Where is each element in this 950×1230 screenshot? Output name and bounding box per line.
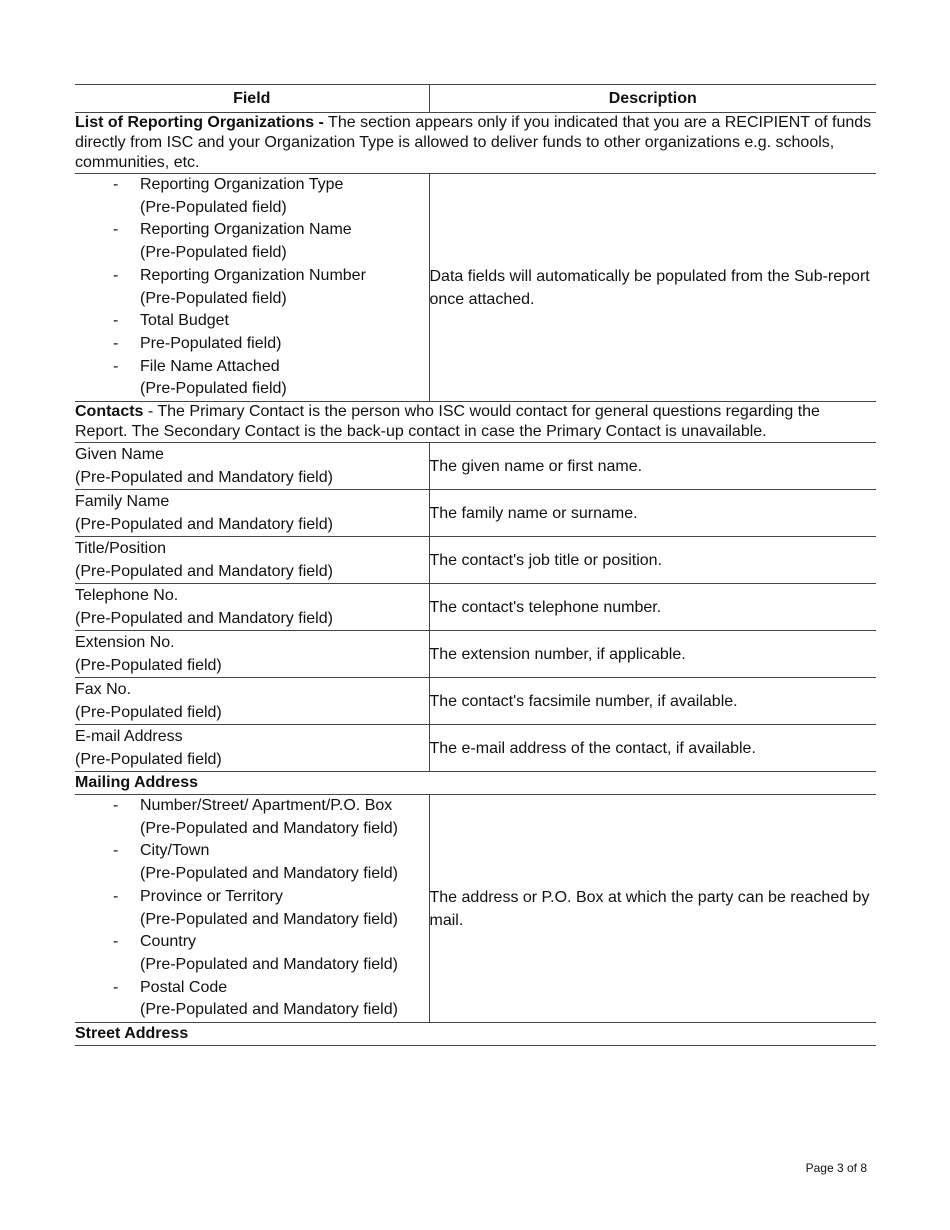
- contact-field-description: The contact's job title or position.: [429, 537, 876, 584]
- page-number: Page 3 of 8: [805, 1161, 867, 1175]
- reporting-orgs-field-list-cell: [75, 174, 429, 402]
- table-row: [75, 490, 876, 537]
- reporting-orgs-intro: [75, 113, 876, 174]
- contact-field-cell: [75, 584, 429, 631]
- reporting-orgs-description: Data fields will automatically be populated from the Sub-report once attached.: [429, 174, 876, 402]
- contact-field-description: The e-mail address of the contact, if available.: [429, 725, 876, 772]
- field-description-table: [75, 84, 876, 1046]
- table-row: [75, 725, 876, 772]
- contact-field-note: (Pre-Populated and Mandatory field): [75, 610, 333, 628]
- contacts-intro-text: - The Primary Contact is the person who ISC would contact for general questions regarding the Report. The Secondary Contact is the back-up contact in case the Primary Contact is unavailable.: [75, 403, 820, 441]
- reporting-orgs-item-1-note: (Pre-Populated field): [140, 244, 287, 262]
- field-column-header: Field: [75, 85, 429, 113]
- description-column-header: Description: [429, 85, 876, 113]
- table-row: [75, 443, 876, 490]
- mailing-address-section-row: [75, 772, 876, 795]
- mailing-item-1-note: (Pre-Populated and Mandatory field): [140, 865, 398, 883]
- reporting-orgs-item-5-note: (Pre-Populated field): [140, 380, 287, 398]
- contact-field-name: Family Name: [75, 493, 170, 511]
- mailing-address-description: The address or P.O. Box at which the party can be reached by mail.: [429, 795, 876, 1023]
- contact-field-cell: [75, 537, 429, 584]
- reporting-orgs-item-0-note: (Pre-Populated field): [140, 198, 287, 216]
- contact-field-name: Title/Position: [75, 540, 166, 558]
- street-address-section-row: [75, 1023, 876, 1046]
- reporting-orgs-section-row: [75, 113, 876, 174]
- contact-field-name: Fax No.: [75, 681, 132, 699]
- reporting-orgs-item-5: - File Name Attached: [75, 356, 429, 379]
- contact-field-note: (Pre-Populated and Mandatory field): [75, 469, 333, 487]
- reporting-orgs-item-0: - Reporting Organization Type: [75, 174, 429, 197]
- reporting-orgs-intro-text: The section appears only if you indicated that you are a RECIPIENT of funds directly from ISC and your Organization Type is allowed to deliver funds to other organizations e.g. schools, communities, etc.: [75, 114, 872, 171]
- street-address-title: Street Address: [75, 1023, 876, 1046]
- table-row: [75, 631, 876, 678]
- contact-field-note: (Pre-Populated and Mandatory field): [75, 516, 333, 534]
- contact-field-description: The contact's facsimile number, if available.: [429, 678, 876, 725]
- reporting-orgs-item-2: - Reporting Organization Number: [75, 265, 429, 288]
- table-header-row: [75, 85, 876, 113]
- reporting-orgs-field-list: [75, 174, 429, 401]
- contact-field-cell: [75, 443, 429, 490]
- table-row: [75, 537, 876, 584]
- contact-field-description: The family name or surname.: [429, 490, 876, 537]
- contact-field-name: E-mail Address: [75, 728, 183, 746]
- contact-field-name: Given Name: [75, 446, 164, 464]
- contact-field-description: The extension number, if applicable.: [429, 631, 876, 678]
- mailing-address-fields-row: [75, 795, 876, 1023]
- contact-field-cell: [75, 725, 429, 772]
- contact-field-description: The contact's telephone number.: [429, 584, 876, 631]
- contact-field-note: (Pre-Populated field): [75, 751, 222, 769]
- contact-field-cell: [75, 490, 429, 537]
- contacts-intro: [75, 402, 876, 443]
- mailing-item-3: - Country: [75, 931, 429, 954]
- mailing-item-3-note: (Pre-Populated and Mandatory field): [140, 955, 398, 973]
- contact-field-name: Extension No.: [75, 634, 175, 652]
- reporting-orgs-item-2-note: (Pre-Populated field): [140, 289, 287, 307]
- mailing-item-2: - Province or Territory: [75, 886, 429, 909]
- contact-field-name: Telephone No.: [75, 587, 179, 605]
- table-row: [75, 678, 876, 725]
- contact-rows: [75, 443, 876, 772]
- reporting-orgs-item-4: - Pre-Populated field): [75, 333, 429, 356]
- mailing-item-2-note: (Pre-Populated and Mandatory field): [140, 910, 398, 928]
- contact-field-description: The given name or first name.: [429, 443, 876, 490]
- mailing-item-4: - Postal Code: [75, 977, 429, 1000]
- mailing-address-title: Mailing Address: [75, 772, 876, 795]
- mailing-address-field-list: [75, 795, 429, 1022]
- contacts-section-row: [75, 402, 876, 443]
- reporting-orgs-title: List of Reporting Organizations -: [75, 114, 324, 131]
- table-row: [75, 584, 876, 631]
- contact-field-note: (Pre-Populated and Mandatory field): [75, 563, 333, 581]
- mailing-item-0: - Number/Street/ Apartment/P.O. Box: [75, 795, 429, 818]
- contact-field-cell: [75, 678, 429, 725]
- mailing-item-4-note: (Pre-Populated and Mandatory field): [140, 1001, 398, 1019]
- mailing-address-field-list-cell: [75, 795, 429, 1023]
- contact-field-note: (Pre-Populated field): [75, 657, 222, 675]
- mailing-item-0-note: (Pre-Populated and Mandatory field): [140, 819, 398, 837]
- contact-field-cell: [75, 631, 429, 678]
- reporting-orgs-item-1: - Reporting Organization Name: [75, 219, 429, 242]
- mailing-item-1: - City/Town: [75, 840, 429, 863]
- contact-field-note: (Pre-Populated field): [75, 704, 222, 722]
- reporting-orgs-fields-row: [75, 174, 876, 402]
- contacts-title: Contacts: [75, 403, 144, 421]
- reporting-orgs-item-3: - Total Budget: [75, 310, 429, 333]
